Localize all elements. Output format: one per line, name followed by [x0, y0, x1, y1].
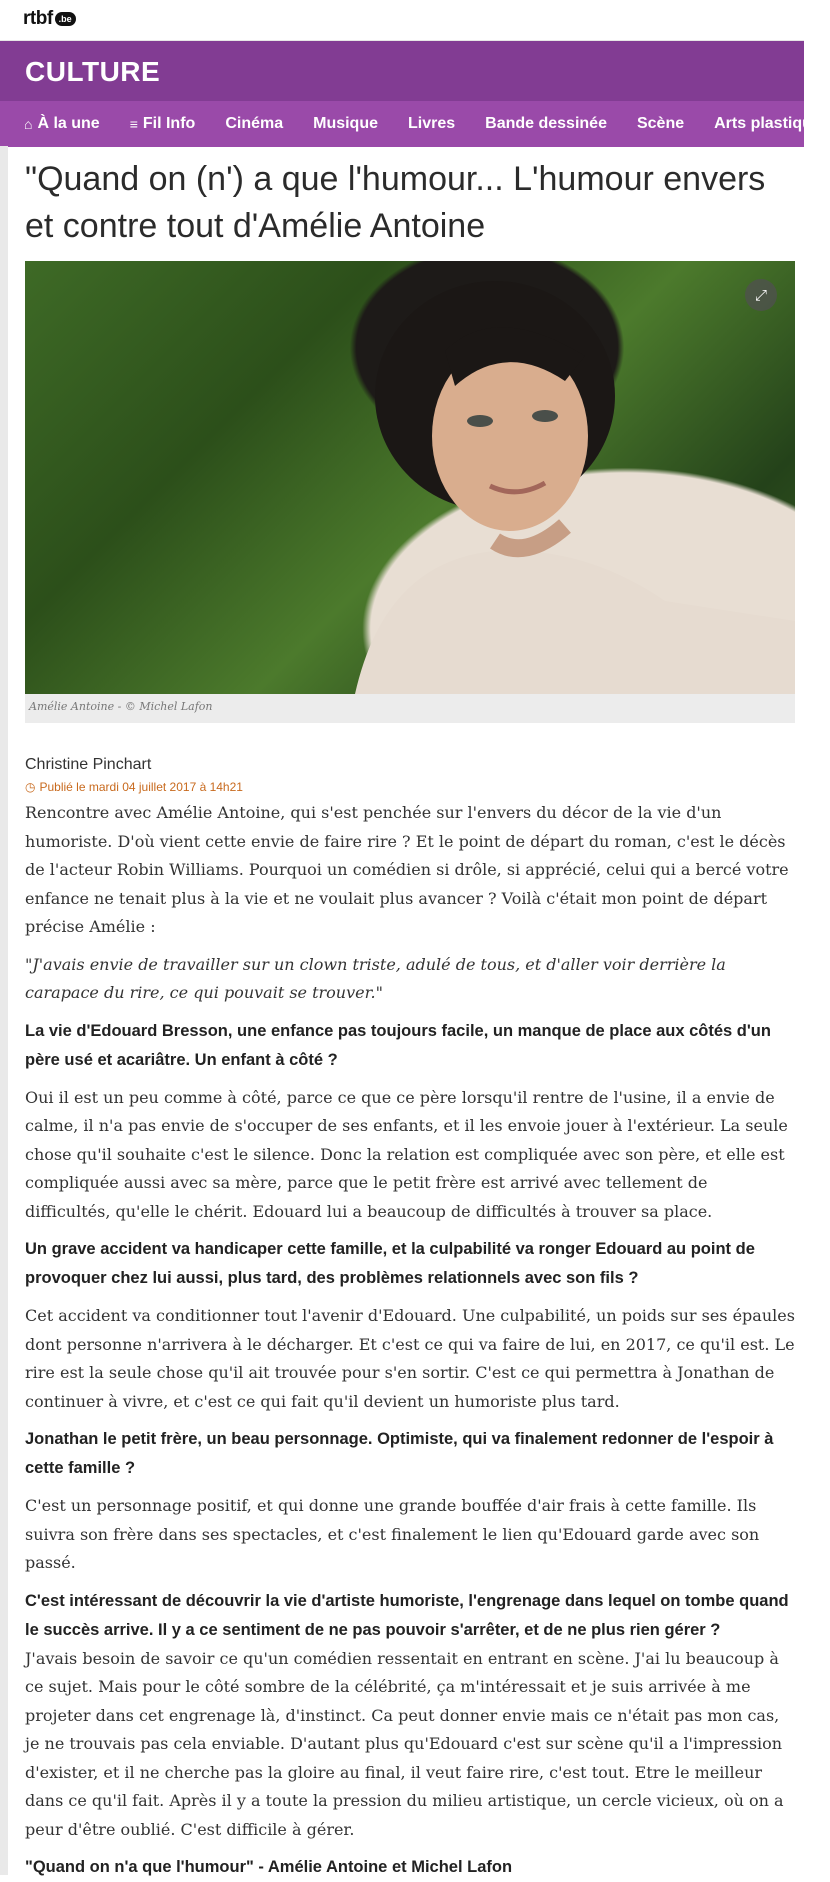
article-title: "Quand on (n') a que l'humour... L'humour envers et contre tout d'Amélie Antoine	[25, 160, 766, 245]
photo-caption: Amélie Antoine - © Michel Lafon	[25, 694, 795, 723]
nav-item-livres[interactable]: Livres	[408, 115, 456, 132]
logo-text: rtbf	[23, 8, 53, 29]
answer-2: Cet accident va conditionner tout l'avenir d'Edouard. Une culpabilité, un poids sur ses épaules dont personne n'arrivera à le décharger. Et c'est ce qui va faire de lui, en 2017, ce qu'il est. Le rire est la seule chose qu'il ait trouvée pour s'en sortir. C'est ce qui permettra à Jonathan de continuer à vivre, et c'est ce qui fait qu'il devient un humoriste plus tard.	[25, 1306, 795, 1411]
answer-3: C'est un personnage positif, et qui donne une grande bouffée d'air frais à cette famille. Ils suivra son frère dans ses spectacles, et c'est finalement le lien qu'Edouard garde avec son passé.	[25, 1496, 760, 1572]
answer-1: Oui il est un peu comme à côté, parce ce que ce père lorsqu'il rentre de l'usine, il a envie de calme, il n'a pas envie de s'occuper de ses enfants, et il les envoie jouer à l'extérieur. La seule chose qu'il souhaite c'est le silence. Donc la relation est compliquée avec son père, et elle est compliquée aussi avec sa mère, parce que le petit frère est arrivé avec tellement de difficultés, qu'elle le chérit. Edouard lui a beaucoup de difficultés à trouver sa place.	[25, 1087, 788, 1221]
nav-item-cinema[interactable]: Cinéma	[225, 115, 284, 132]
left-rail	[0, 146, 8, 1875]
article-photo[interactable]	[25, 261, 795, 694]
portrait-illustration	[25, 261, 795, 694]
quote: "J'avais envie de travailler sur un clown triste, adulé de tous, et d'aller voir derrière la carapace du rire, ce qui pouvait se trouver."	[25, 954, 726, 1002]
clock-icon: ◷	[25, 780, 36, 794]
question-1: La vie d'Edouard Bresson, une enfance pas toujours facile, un manque de place aux côtés d'un père usé et acariâtre. Un enfant à côté ?	[25, 1021, 771, 1069]
question-3: Jonathan le petit frère, un beau personnage. Optimiste, qui va finalement redonner de l'espoir à cette famille ?	[25, 1430, 774, 1477]
top-bar	[0, 0, 804, 41]
nav-item-scene[interactable]: Scène	[636, 115, 685, 132]
question-2: Un grave accident va handicaper cette famille, et la culpabilité va ronger Edouard au point de provoquer chez lui aussi, plus tard, des problèmes relationnels avec son fils ?	[25, 1240, 755, 1287]
list-icon: ≡	[129, 116, 138, 132]
book-reference: "Quand on n'a que l'humour" - Amélie Antoine et Michel Lafon	[25, 1858, 513, 1876]
nav-item-musique[interactable]: Musique	[313, 115, 378, 132]
nav-item-fil-info[interactable]	[130, 115, 196, 133]
paragraph-intro: Rencontre avec Amélie Antoine, qui s'est penchée sur l'envers du décor de la vie d'un humoriste. D'où vient cette envie de faire rire ? Et le point de départ du roman, c'est le décès de l'acteur Robin Williams. Pourquoi un comédien si drôle, si apprécié, celui qui a bercé votre enfance ne tenait plus à la vie et ne voulait plus avancer ? Voilà c'était mon point de départ précise Amélie :	[25, 803, 789, 936]
nav-item-a-la-une[interactable]	[24, 115, 100, 133]
section-header	[0, 41, 804, 101]
nav-label: Fil Info	[142, 115, 196, 132]
article	[25, 146, 795, 1882]
nav-label: À la une	[37, 115, 100, 132]
home-icon: ⌂	[24, 116, 33, 132]
logo-badge: .be	[55, 12, 76, 26]
answer-4: J'avais besoin de savoir ce qu'un comédien ressentait en entrant en scène. J'ai lu beaucoup à ce sujet. Mais pour le côté sombre de la célébrité, ça m'intéressait et je suis arrivée à me projeter dans cet engrenage là, d'instinct. Ca peut donner envie mais ce n'était pas mon cas, je ne trouvais pas cela enviable. D'autant plus qu'Edouard c'est sur scène qu'il a l'impression d'exister, et il ne cherche pas la gloire au final, il veut faire rire, c'est tout. Etre le meilleur dans ce qu'il fait. Après il y a toute la pression du milieu artistique, un cercle vicieux, où on a peur d'être oublié. C'est difficile à gérer.	[25, 1648, 784, 1839]
nav-item-bande-dessinee[interactable]: Bande dessinée	[485, 115, 607, 132]
nav-item-arts-plastiques[interactable]: Arts plastiques	[714, 115, 830, 132]
author-name[interactable]: Christine Pinchart	[25, 756, 152, 773]
question-4: C'est intéressant de découvrir la vie d'artiste humoriste, l'engrenage dans lequel on tombe quand le succès arrive. Il y a ce sentiment de ne pas pouvoir s'arrêter, et de ne plus rien gérer ?	[25, 1591, 789, 1639]
publish-date	[25, 780, 795, 794]
publish-date-text: Publié le mardi 04 juillet 2017 à 14h21	[39, 780, 243, 794]
rtbf-logo[interactable]	[23, 8, 76, 30]
expand-icon[interactable]: ⤢	[745, 279, 777, 311]
main-nav	[0, 101, 830, 147]
section-title[interactable]: CULTURE	[25, 56, 161, 87]
